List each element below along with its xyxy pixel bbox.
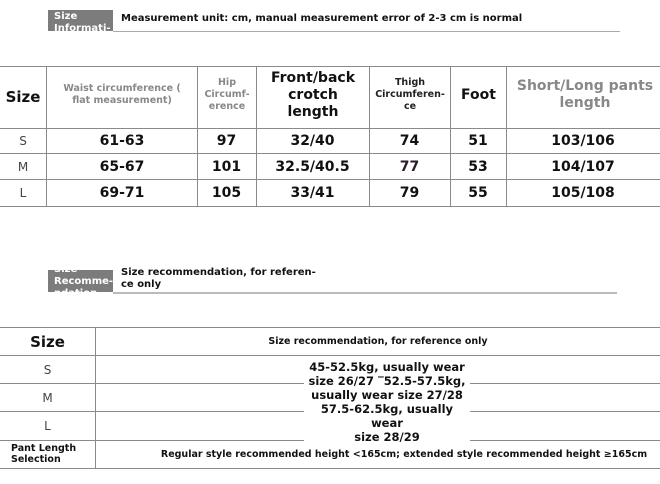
rec-header-recommendation: Size recommendation, for reference only: [268, 336, 488, 347]
thigh-value: 79: [399, 185, 420, 201]
row-size: S: [19, 134, 27, 148]
divider: [113, 31, 620, 32]
crotch-value: 32.5/40.5: [275, 158, 350, 175]
length-value: 103/106: [551, 133, 615, 149]
rec-line: 57.5-62.5kg, usually wear: [320, 402, 454, 430]
size-info-note: Measurement unit: cm, manual measurement error of 2-3 cm is normal: [121, 13, 523, 24]
rec-line: 45-52.5kg, usually wear: [309, 360, 465, 374]
rec-size: M: [42, 390, 53, 405]
waist-value: 69-71: [99, 185, 145, 201]
thigh-value: 77: [399, 158, 420, 175]
foot-value: 51: [468, 133, 488, 149]
header-length: Short/Long pants length: [516, 77, 654, 111]
hip-value: 105: [211, 185, 242, 201]
pant-length-label: Pant Length Selection: [11, 443, 77, 465]
thigh-value: 74: [399, 133, 420, 149]
size-rec-label-text: Size Recomme-ndation: [54, 264, 114, 299]
hip-value: 101: [211, 158, 242, 175]
hip-value: 97: [216, 133, 237, 149]
rec-line: size 28/29: [354, 430, 420, 444]
rec-size: L: [44, 419, 51, 433]
waist-value: 65-67: [99, 158, 145, 175]
divider: [113, 292, 617, 294]
crotch-value: 32/40: [290, 133, 335, 149]
length-value: 105/108: [551, 185, 615, 201]
header-hip: Hip Circumf-erence: [204, 76, 250, 112]
waist-value: 61-63: [99, 133, 145, 149]
size-info-label: Size Informati-: [48, 10, 113, 31]
header-waist: Waist circumference ( flat measurement): [63, 82, 181, 106]
length-value: 104/107: [551, 158, 615, 175]
rec-size: S: [43, 362, 52, 377]
header-thigh: Thigh Circumferen-ce: [375, 76, 445, 112]
header-crotch: Front/back crotch length: [270, 70, 356, 120]
foot-value: 53: [468, 158, 488, 175]
header-size: Size: [5, 88, 41, 106]
crotch-value: 33/41: [290, 185, 335, 201]
foot-value: 55: [468, 185, 488, 201]
pant-length-value: Regular style recommended height <165cm; extended style recommended height ≥165cm: [160, 449, 648, 460]
rec-line: usually wear size 27/28: [311, 388, 463, 402]
recommendation-text: [304, 360, 470, 444]
rec-header-size: Size: [30, 332, 65, 351]
row-size: M: [17, 159, 29, 174]
size-rec-label: [48, 264, 114, 299]
size-rec-note-line1: Size recommendation, for referen-: [121, 267, 316, 278]
header-foot: Foot: [461, 87, 496, 103]
size-rec-note-line2: ce only: [121, 279, 162, 290]
row-size: L: [19, 186, 27, 200]
rec-line: size 26/27 ‾52.5-57.5kg,: [308, 374, 466, 388]
